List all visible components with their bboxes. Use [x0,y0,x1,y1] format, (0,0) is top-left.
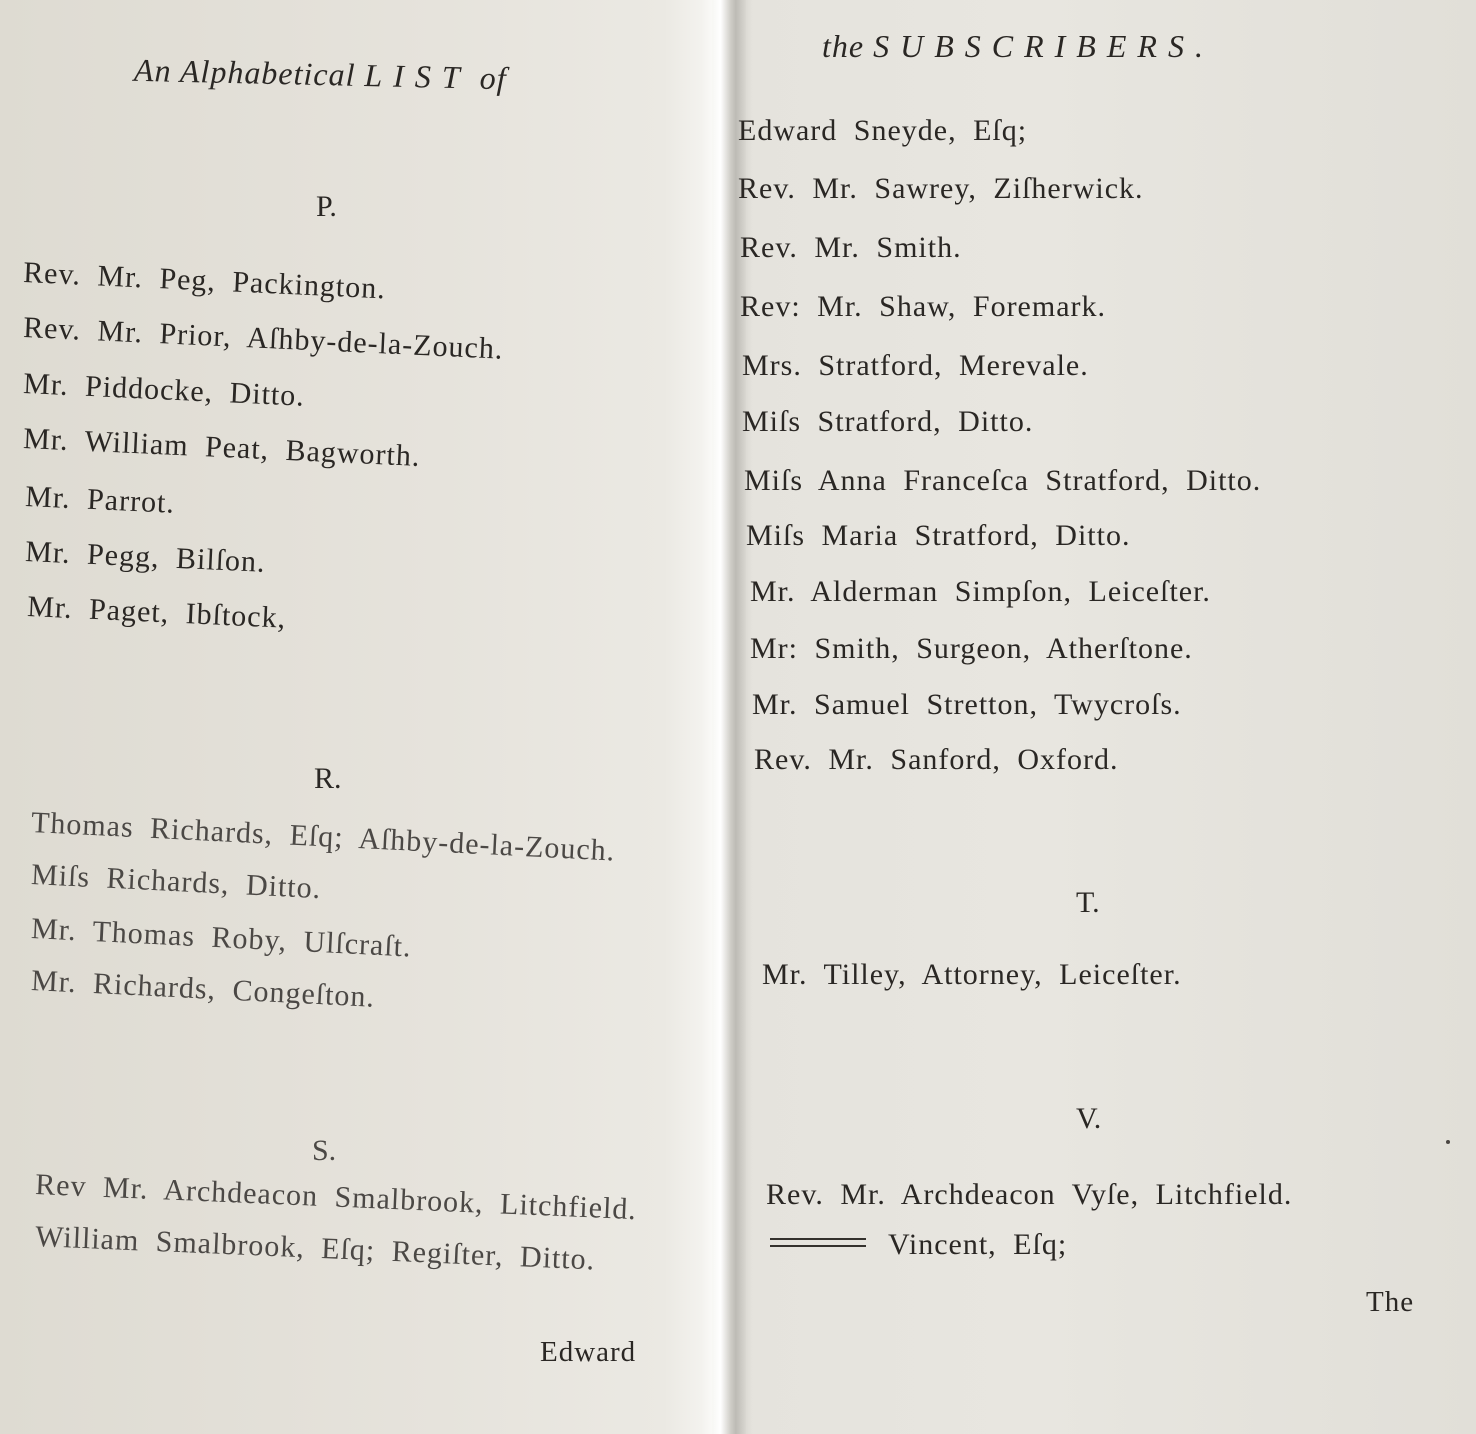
list-item: Miſs Anna Franceſca Stratford, Ditto. [744,464,1262,497]
list-item: Rev. Mr. Smith. [740,231,962,264]
catchword-right: The [1366,1286,1415,1318]
right-page [738,0,1476,1434]
list-item: Thomas Richards, Eſq; Aſhby-de-la-Zouch. [30,806,617,868]
section-letter-s: S. [312,1134,337,1167]
list-item: Mr. Tilley, Attorney, Leiceſter. [762,958,1182,991]
running-head-caps: LIST [364,57,472,96]
list-item: Mrs. Stratford, Merevale. [742,349,1089,382]
list-item: Mr. Richards, Congeſton. [30,964,376,1014]
list-item: Mr. Alderman Simpſon, Leiceſter. [750,575,1211,608]
list-item: Rev. Mr. Prior, Aſhby-de-la-Zouch. [22,311,505,366]
list-item: Mr. William Peat, Bagworth. [22,422,422,473]
book-gutter [712,0,746,1434]
running-head-caps: SUBSCRIBERS. [873,28,1214,64]
section-letter-t: T. [1076,886,1100,919]
section-letter-v: V. [1076,1102,1102,1135]
catchword-left: Edward [540,1336,637,1368]
list-item: Rev. Mr. Archdeacon Vyſe, Litchfield. [766,1178,1293,1211]
list-item: Rev Mr. Archdeacon Smalbrook, Litchfield. [34,1168,638,1227]
list-item: William Smalbrook, Eſq; Regiſter, Ditto. [34,1220,596,1277]
list-item: Miſs Richards, Ditto. [30,858,322,906]
running-head-prefix: the [822,28,865,64]
list-item: Rev. Mr. Sawrey, Ziſherwick. [738,172,1144,205]
name-omitted-rule [770,1238,866,1247]
list-item: Mr. Piddocke, Ditto. [22,367,306,413]
list-item: Miſs Maria Stratford, Ditto. [746,519,1131,552]
section-letter-r: R. [314,762,342,795]
running-head-suffix: of [479,59,507,97]
list-item: Mr. Samuel Stretton, Twycroſs. [752,688,1182,721]
list-item: Mr. Thomas Roby, Ulſcraſt. [30,912,413,964]
section-letter-p: P. [316,190,337,223]
list-item: Vincent, Eſq; [888,1228,1068,1261]
running-head-prefix: An Alphabetical [133,51,356,93]
list-item: Miſs Stratford, Ditto. [742,405,1034,438]
left-page [0,0,712,1434]
list-item: Rev: Mr. Shaw, Foremark. [740,290,1107,323]
list-item: Mr. Pegg, Bilſon. [24,535,267,579]
list-item: Edward Sneyde, Eſq; [738,114,1028,147]
left-running-head [134,52,507,97]
right-running-head [822,28,1214,65]
list-item: Mr: Smith, Surgeon, Atherſtone. [750,632,1193,665]
list-item: Rev. Mr. Peg, Packington. [22,256,387,306]
list-item: Mr. Paget, Ibſtock, [26,590,287,635]
list-item: Rev. Mr. Sanford, Oxford. [754,743,1119,776]
list-item: Mr. Parrot. [24,480,176,520]
paper-speck [1446,1140,1450,1144]
